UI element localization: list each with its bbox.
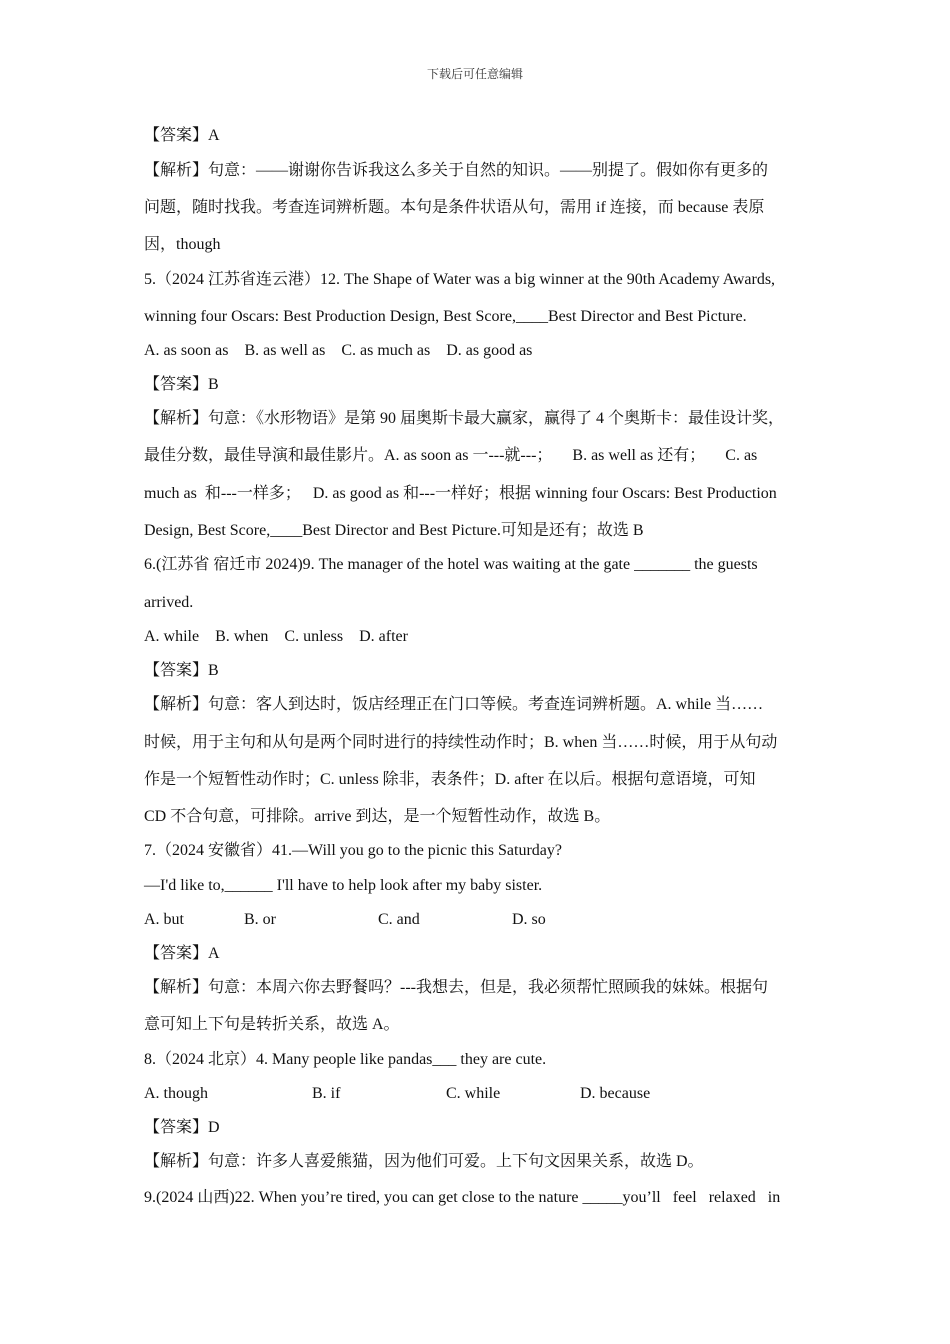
answer-line: 【答案】B	[144, 662, 219, 679]
explanation-line: 作是一个短暂性动作时；C. unless 除非，表条件；D. after 在以后。根据句意语境，可知	[144, 771, 756, 788]
explanation-line: 因，though	[144, 236, 221, 253]
answer-line: 【答案】B	[144, 376, 219, 393]
options-line: A. as soon as B. as well as C. as much as D. as good as	[144, 342, 533, 359]
option-b: B. or	[244, 911, 276, 928]
explanation-line: 【解析】句意：——谢谢你告诉我这么多关于自然的知识。——别提了。假如你有更多的	[144, 162, 769, 179]
page-header: 下载后可任意编辑	[426, 67, 523, 81]
answer-line: 【答案】A	[144, 127, 220, 144]
option-a: A. though	[144, 1085, 208, 1102]
explanation-line: 【解析】句意：许多人喜爱熊猫，因为他们可爱。上下句文因果关系，故选 D。	[144, 1153, 704, 1170]
explanation-line: much as 和---一样多； D. as good as 和---一样好；根据 winning four Oscars: Best Production	[144, 485, 777, 502]
explanation-line: 问题，随时找我。考查连词辨析题。本句是条件状语从句，需用 if 连接，而 because 表原	[144, 199, 765, 216]
explanation-line: 意可知上下句是转折关系，故选 A。	[144, 1016, 400, 1033]
question-line: 6.(江苏省 宿迁市 2024)9. The manager of the hotel was waiting at the gate _______ the guests	[144, 556, 758, 573]
explanation-line: 【解析】句意：《水形物语》是第 90 届奥斯卡最大赢家，赢得了 4 个奥斯卡：最佳设计奖，	[144, 410, 785, 427]
option-d: D. so	[512, 911, 546, 928]
question-line: winning four Oscars: Best Production Design, Best Score,____Best Director and Best Picture.	[144, 308, 747, 325]
option-b: B. if	[312, 1085, 341, 1102]
explanation-line: 时候，用于主句和从句是两个同时进行的持续性动作时；B. when 当……时候，用于从句动	[144, 734, 778, 751]
explanation-line: 最佳分数，最佳导演和最佳影片。A. as soon as 一---就---； B. as well as 还有； C. as	[144, 447, 758, 464]
options-line-q7	[144, 910, 814, 930]
option-c: C. and	[378, 911, 420, 928]
explanation-line: Design, Best Score,____Best Director and Best Picture.可知是还有；故选 B	[144, 522, 644, 539]
option-c: C. while	[446, 1085, 501, 1102]
options-line: A. while B. when C. unless D. after	[144, 628, 408, 645]
explanation-line: 【解析】句意：客人到达时，饭店经理正在门口等候。考查连词辨析题。A. while 当……	[144, 696, 764, 713]
question-line: 9.(2024 山西)22. When you’re tired, you can get close to the nature _____you’ll feel relaxed in	[144, 1189, 781, 1206]
question-line: 7.（2024 安徽省）41.—Will you go to the picnic this Saturday?	[144, 842, 562, 859]
answer-line: 【答案】D	[144, 1119, 220, 1136]
options-line-q8	[144, 1084, 814, 1104]
explanation-line: 【解析】句意：本周六你去野餐吗？---我想去，但是，我必须帮忙照顾我的妹妹。根据句	[144, 979, 768, 996]
question-line: —I'd like to,______ I'll have to help look after my baby sister.	[144, 877, 543, 894]
explanation-line: CD 不合句意，可排除。arrive 到达，是一个短暂性动作，故选 B。	[144, 808, 611, 825]
option-a: A. but	[144, 911, 184, 928]
question-line: 5.（2024 江苏省连云港）12. The Shape of Water was a big winner at the 90th Academy Awards,	[144, 271, 776, 288]
question-line: arrived.	[144, 594, 194, 611]
question-line: 8.（2024 北京）4. Many people like pandas___ they are cute.	[144, 1051, 547, 1068]
option-d: D. because	[580, 1085, 651, 1102]
answer-line: 【答案】A	[144, 945, 220, 962]
